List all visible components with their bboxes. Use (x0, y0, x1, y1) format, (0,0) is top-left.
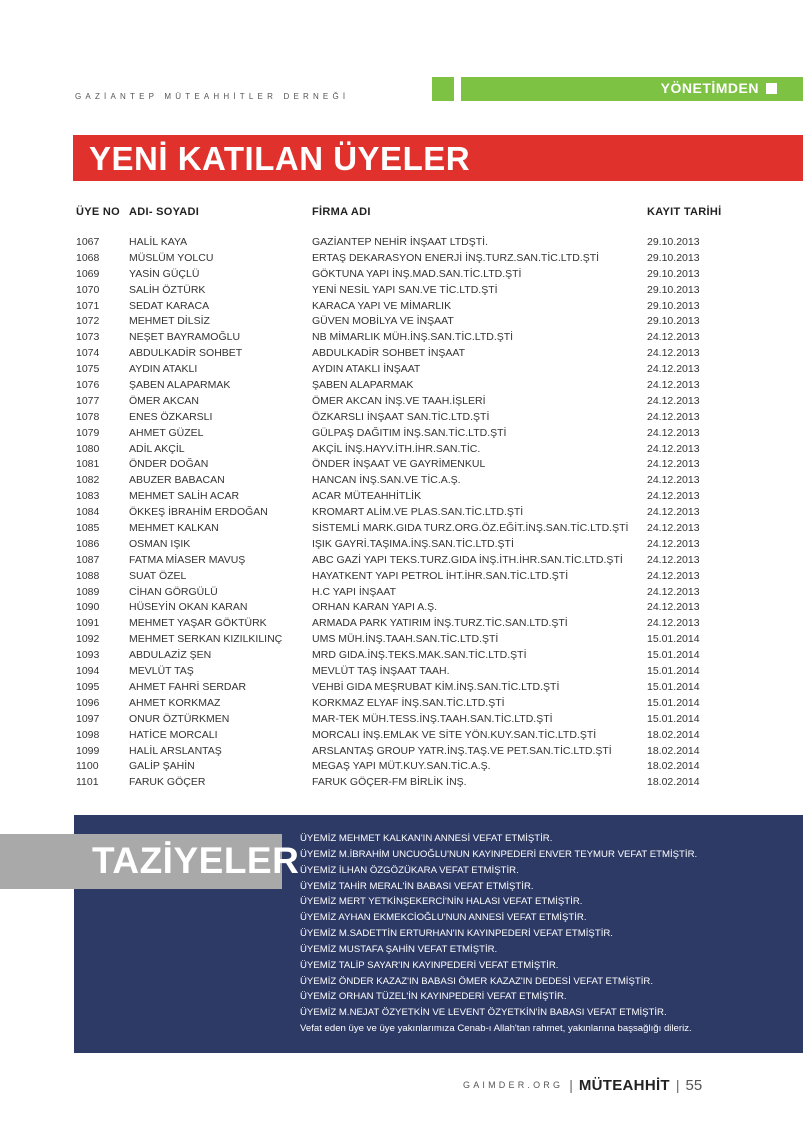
table-row (0, 411, 803, 427)
table-row (0, 506, 803, 522)
firm-name: GÜVEN MOBİLYA VE İNŞAAT (312, 315, 454, 328)
register-date: 24.12.2013 (647, 426, 700, 439)
org-name: GAZİANTEP MÜTEAHHİTLER DERNEĞİ (75, 92, 350, 101)
table-row (0, 284, 803, 300)
table-row (0, 395, 803, 411)
member-name: FARUK GÖÇER (129, 776, 206, 789)
green-accent-block (432, 77, 454, 101)
table-row (0, 697, 803, 713)
page-title: YENİ KATILAN ÜYELER (89, 140, 471, 177)
member-no: 1077 (76, 394, 100, 407)
condolences-title: TAZİYELER (92, 840, 300, 881)
firm-name: IŞIK GAYRİ.TAŞIMA.İNŞ.SAN.TİC.LTD.ŞTİ (312, 537, 514, 550)
register-date: 29.10.2013 (647, 267, 700, 280)
register-date: 18.02.2014 (647, 776, 700, 789)
firm-name: GÖKTUNA YAPI İNŞ.MAD.SAN.TİC.LTD.ŞTİ (312, 267, 522, 280)
register-date: 24.12.2013 (647, 442, 700, 455)
register-date: 24.12.2013 (647, 553, 700, 566)
page-footer: GAIMDER.ORG | MÜTEAHHİT | 55 (463, 1077, 703, 1094)
condolence-line: ÜYEMİZ M.NEJAT ÖZYETKİN VE LEVENT ÖZYETKİN'İN BABASI VEFAT ETMİŞTİR. (300, 1007, 667, 1019)
firm-name: ÖNDER İNŞAAT VE GAYRİMENKUL (312, 458, 486, 471)
member-no: 1085 (76, 522, 100, 535)
table-row (0, 490, 803, 506)
table-row (0, 554, 803, 570)
member-no: 1092 (76, 633, 100, 646)
register-date: 24.12.2013 (647, 347, 700, 360)
member-name: HATİCE MORCALI (129, 728, 218, 741)
register-date: 24.12.2013 (647, 410, 700, 423)
table-row (0, 331, 803, 347)
firm-name: FARUK GÖÇER-FM BİRLİK İNŞ. (312, 776, 467, 789)
member-name: ŞABEN ALAPARMAK (129, 379, 231, 392)
condolence-line: ÜYEMİZ ÖNDER KAZAZ'IN BABASI ÖMER KAZAZ'IN DEDESİ VEFAT ETMİŞTİR. (300, 975, 653, 987)
firm-name: ACAR MÜTEAHHİTLİK (312, 490, 422, 503)
square-icon (766, 83, 777, 94)
register-date: 24.12.2013 (647, 585, 700, 598)
member-no: 1082 (76, 474, 100, 487)
member-no: 1068 (76, 251, 100, 264)
member-name: SALİH ÖZTÜRK (129, 283, 206, 296)
firm-name: HANCAN İNŞ.SAN.VE TİC.A.Ş. (312, 474, 461, 487)
col-header-no: ÜYE NO (76, 206, 120, 218)
firm-name: ABDULKADİR SOHBET İNŞAAT (312, 347, 466, 360)
firm-name: VEHBİ GIDA MEŞRUBAT KİM.İNŞ.SAN.TİC.LTD.ŞTİ (312, 680, 560, 693)
member-name: GALİP ŞAHİN (129, 760, 195, 773)
register-date: 29.10.2013 (647, 251, 700, 264)
table-row (0, 617, 803, 633)
register-date: 15.01.2014 (647, 712, 700, 725)
member-no: 1072 (76, 315, 100, 328)
member-no: 1073 (76, 331, 100, 344)
register-date: 29.10.2013 (647, 315, 700, 328)
condolence-line: ÜYEMİZ ORHAN TÜZEL'İN KAYINPEDERİ VEFAT ETMİŞTİR. (300, 991, 567, 1003)
member-no: 1091 (76, 617, 100, 630)
member-no: 1071 (76, 299, 100, 312)
register-date: 29.10.2013 (647, 283, 700, 296)
condolence-line: ÜYEMİZ AYHAN EKMEKCİOĞLU'NUN ANNESİ VEFAT ETMİŞTİR. (300, 912, 587, 924)
member-name: MÜSLÜM YOLCU (129, 251, 214, 264)
firm-name: MAR-TEK MÜH.TESS.İNŞ.TAAH.SAN.TİC.LTD.ŞTİ (312, 712, 553, 725)
member-name: CİHAN GÖRGÜLÜ (129, 585, 218, 598)
firm-name: NB MİMARLIK MÜH.İNŞ.SAN.TİC.LTD.ŞTİ (312, 331, 514, 344)
member-name: ÖMER AKCAN (129, 394, 200, 407)
firm-name: ABC GAZİ YAPI TEKS.TURZ.GIDA İNŞ.İTH.İHR.SAN.TİC.LTD.ŞTİ (312, 553, 623, 566)
member-name: MEHMET SALİH ACAR (129, 490, 240, 503)
firm-name: KARACA YAPI VE MİMARLIK (312, 299, 452, 312)
condolence-line: ÜYEMİZ MERT YETKİNŞEKERCİ'NİN HALASI VEFAT ETMİŞTİR. (300, 896, 583, 908)
section-bar (461, 77, 803, 101)
title-banner (73, 135, 803, 181)
condolence-line: ÜYEMİZ M.SADETTİN ERTURHAN'IN KAYINPEDERİ VEFAT ETMİŞTİR. (300, 928, 613, 940)
register-date: 18.02.2014 (647, 760, 700, 773)
register-date: 24.12.2013 (647, 331, 700, 344)
member-no: 1095 (76, 680, 100, 693)
register-date: 24.12.2013 (647, 379, 700, 392)
register-date: 29.10.2013 (647, 299, 700, 312)
firm-name: H.C YAPI İNŞAAT (312, 585, 397, 598)
member-no: 1083 (76, 490, 100, 503)
register-date: 24.12.2013 (647, 474, 700, 487)
firm-name: HAYATKENT YAPI PETROL İHT.İHR.SAN.TİC.LTD.ŞTİ (312, 569, 569, 582)
member-name: OSMAN IŞIK (129, 537, 191, 550)
register-date: 15.01.2014 (647, 696, 700, 709)
firm-name: MRD GIDA.İNŞ.TEKS.MAK.SAN.TİC.LTD.ŞTİ (312, 649, 527, 662)
condolence-line: ÜYEMİZ İLHAN ÖZGÖZÜKARA VEFAT ETMİŞTİR. (300, 864, 519, 876)
member-no: 1093 (76, 649, 100, 662)
firm-name: ORHAN KARAN YAPI A.Ş. (312, 601, 438, 614)
member-name: YASİN GÜÇLÜ (129, 267, 200, 280)
table-row (0, 665, 803, 681)
condolence-line: ÜYEMİZ MUSTAFA ŞAHİN VEFAT ETMİŞTİR. (300, 943, 498, 955)
member-no: 1097 (76, 712, 100, 725)
condolence-line: ÜYEMİZ MEHMET KALKAN'IN ANNESİ VEFAT ETMİŞTİR. (300, 833, 553, 844)
member-name: HALİL KAYA (129, 236, 188, 248)
register-date: 24.12.2013 (647, 522, 700, 535)
member-name: MEHMET KALKAN (129, 522, 219, 535)
member-no: 1080 (76, 442, 100, 455)
member-no: 1070 (76, 283, 100, 296)
member-name: FATMA MİASER MAVUŞ (129, 553, 246, 566)
register-date: 24.12.2013 (647, 569, 700, 582)
member-no: 1078 (76, 410, 100, 423)
col-header-name: ADI- SOYADI (129, 206, 200, 218)
table-row (0, 649, 803, 665)
member-name: AHMET GÜZEL (129, 426, 204, 439)
table-row (0, 776, 803, 792)
firm-name: MEVLÜT TAŞ İNŞAAT TAAH. (312, 665, 450, 678)
member-name: ABUZER BABACAN (129, 474, 225, 487)
member-name: AYDIN ATAKLI (129, 363, 198, 376)
register-date: 24.12.2013 (647, 363, 700, 376)
register-date: 18.02.2014 (647, 744, 700, 757)
register-date: 24.12.2013 (647, 617, 700, 630)
member-name: NEŞET BAYRAMOĞLU (129, 331, 241, 344)
firm-name: KORKMAZ ELYAF İNŞ.SAN.TİC.LTD.ŞTİ (312, 696, 505, 709)
member-no: 1094 (76, 665, 100, 678)
register-date: 24.12.2013 (647, 458, 700, 471)
table-row (0, 745, 803, 761)
table-row (0, 379, 803, 395)
member-name: SEDAT KARACA (129, 299, 210, 312)
member-no: 1087 (76, 553, 100, 566)
condolence-line: ÜYEMİZ TALİP SAYAR'IN KAYINPEDERİ VEFAT ETMİŞTİR. (300, 959, 559, 971)
footer-site: GAIMDER.ORG (463, 1080, 564, 1090)
member-no: 1084 (76, 506, 100, 519)
firm-name: KROMART ALİM.VE PLAS.SAN.TİC.LTD.ŞTİ (312, 506, 524, 519)
member-name: AHMET KORKMAZ (129, 696, 221, 709)
member-name: ADİL AKÇİL (129, 442, 185, 455)
member-name: HÜSEYİN OKAN KARAN (129, 601, 248, 614)
table-row (0, 427, 803, 443)
condolence-line: ÜYEMİZ TAHİR MERAL'İN BABASI VEFAT ETMİŞTİR. (300, 880, 534, 892)
table-row (0, 760, 803, 776)
firm-name: AYDIN ATAKLI İNŞAAT (312, 363, 421, 376)
member-name: ÖKKEŞ İBRAHİM ERDOĞAN (129, 506, 268, 519)
table-row (0, 315, 803, 331)
member-name: ÖNDER DOĞAN (129, 458, 209, 471)
member-no: 1075 (76, 363, 100, 376)
firm-name: ERTAŞ DEKARASYON ENERJİ İNŞ.TURZ.SAN.TİC.LTD.ŞTİ (312, 251, 600, 264)
member-name: ABDULAZİZ ŞEN (129, 649, 212, 662)
member-no: 1069 (76, 267, 100, 280)
firm-name: ARMADA PARK YATIRIM İNŞ.TURZ.TİC.SAN.LTD.ŞTİ (312, 617, 568, 630)
member-no: 1074 (76, 347, 100, 360)
firm-name: YENİ NESİL YAPI SAN.VE TİC.LTD.ŞTİ (312, 283, 498, 296)
member-no: 1067 (76, 236, 100, 248)
table-row (0, 252, 803, 268)
member-no: 1101 (76, 776, 99, 789)
table-row (0, 586, 803, 602)
table-row (0, 538, 803, 554)
table-row (0, 443, 803, 459)
register-date: 24.12.2013 (647, 537, 700, 550)
footer-brand: MÜTEAHHİT (578, 1077, 670, 1094)
condolence-line: Vefat eden üye ve üye yakınlarımıza Cenab-ı Allah'tan rahmet, yakınlarına başsağlığı dileriz. (300, 1023, 692, 1035)
col-header-date: KAYIT TARİHİ (647, 206, 722, 218)
member-no: 1088 (76, 569, 100, 582)
member-no: 1099 (76, 744, 100, 757)
table-row (0, 601, 803, 617)
member-no: 1076 (76, 379, 100, 392)
firm-name: ARSLANTAŞ GROUP YATR.İNŞ.TAŞ.VE PET.SAN.TİC.LTD.ŞTİ (312, 744, 612, 757)
table-row (0, 522, 803, 538)
member-no: 1090 (76, 601, 100, 614)
register-date: 24.12.2013 (647, 394, 700, 407)
register-date: 15.01.2014 (647, 665, 700, 678)
member-name: MEHMET SERKAN KIZILKILINÇ (129, 633, 283, 646)
table-row (0, 633, 803, 649)
page-number: 55 (685, 1077, 703, 1094)
condolences-list (300, 831, 800, 1037)
section-label: YÖNETİMDEN (660, 80, 759, 96)
member-name: MEHMET DİLSİZ (129, 315, 210, 328)
member-name: SUAT ÖZEL (129, 569, 187, 582)
register-date: 15.01.2014 (647, 649, 700, 662)
member-no: 1098 (76, 728, 100, 741)
register-date: 15.01.2014 (647, 633, 700, 646)
table-row (0, 300, 803, 316)
firm-name: MORCALI İNŞ.EMLAK VE SİTE YÖN.KUY.SAN.TİC.LTD.ŞTİ (312, 728, 597, 741)
register-date: 18.02.2014 (647, 728, 700, 741)
firm-name: AKÇİL İNŞ.HAYV.İTH.İHR.SAN.TİC. (312, 442, 481, 455)
firm-name: UMS MÜH.İNŞ.TAAH.SAN.TİC.LTD.ŞTİ (312, 633, 499, 646)
member-name: ABDULKADİR SOHBET (129, 347, 243, 360)
member-no: 1096 (76, 696, 100, 709)
register-date: 24.12.2013 (647, 490, 700, 503)
table-row (0, 458, 803, 474)
firm-name: MEGAŞ YAPI MÜT.KUY.SAN.TİC.A.Ş. (312, 760, 491, 773)
condolence-line: ÜYEMİZ M.İBRAHİM UNCUOĞLU'NUN KAYINPEDERİ ENVER TEYMUR VEFAT ETMİŞTİR. (300, 848, 698, 860)
firm-name: ŞABEN ALAPARMAK (312, 379, 414, 392)
table-row (0, 681, 803, 697)
table-row (0, 347, 803, 363)
firm-name: GÜLPAŞ DAĞITIM İNŞ.SAN.TİC.LTD.ŞTİ (312, 426, 507, 439)
member-name: AHMET FAHRİ SERDAR (129, 680, 247, 693)
firm-name: ÖMER AKCAN İNŞ.VE TAAH.İŞLERİ (312, 394, 486, 407)
firm-name: ÖZKARSLI İNŞAAT SAN.TİC.LTD.ŞTİ (312, 410, 490, 423)
member-no: 1079 (76, 426, 100, 439)
member-name: ONUR ÖZTÜRKMEN (129, 712, 230, 725)
table-row (0, 729, 803, 745)
member-no: 1089 (76, 585, 100, 598)
table-row (0, 363, 803, 379)
table-row (0, 713, 803, 729)
firm-name: GAZİANTEP NEHİR İNŞAAT LTDŞTİ. (312, 236, 489, 248)
col-header-firm: FİRMA ADI (312, 206, 371, 218)
table-row (0, 474, 803, 490)
table-row (0, 570, 803, 586)
member-name: MEHMET YAŞAR GÖKTÜRK (129, 617, 267, 630)
member-no: 1081 (76, 458, 100, 471)
member-no: 1100 (76, 760, 99, 773)
register-date: 24.12.2013 (647, 506, 700, 519)
member-name: ENES ÖZKARSLI (129, 410, 213, 423)
firm-name: SİSTEMLİ MARK.GIDA TURZ.ORG.ÖZ.EĞİT.İNŞ.SAN.TİC.LTD.ŞTİ (312, 522, 629, 535)
members-table (0, 236, 803, 792)
member-name: MEVLÜT TAŞ (129, 665, 194, 678)
member-name: HALİL ARSLANTAŞ (129, 744, 222, 757)
register-date: 15.01.2014 (647, 680, 700, 693)
member-no: 1086 (76, 537, 100, 550)
table-row (0, 268, 803, 284)
register-date: 24.12.2013 (647, 601, 700, 614)
table-row (0, 236, 803, 252)
register-date: 29.10.2013 (647, 236, 700, 248)
